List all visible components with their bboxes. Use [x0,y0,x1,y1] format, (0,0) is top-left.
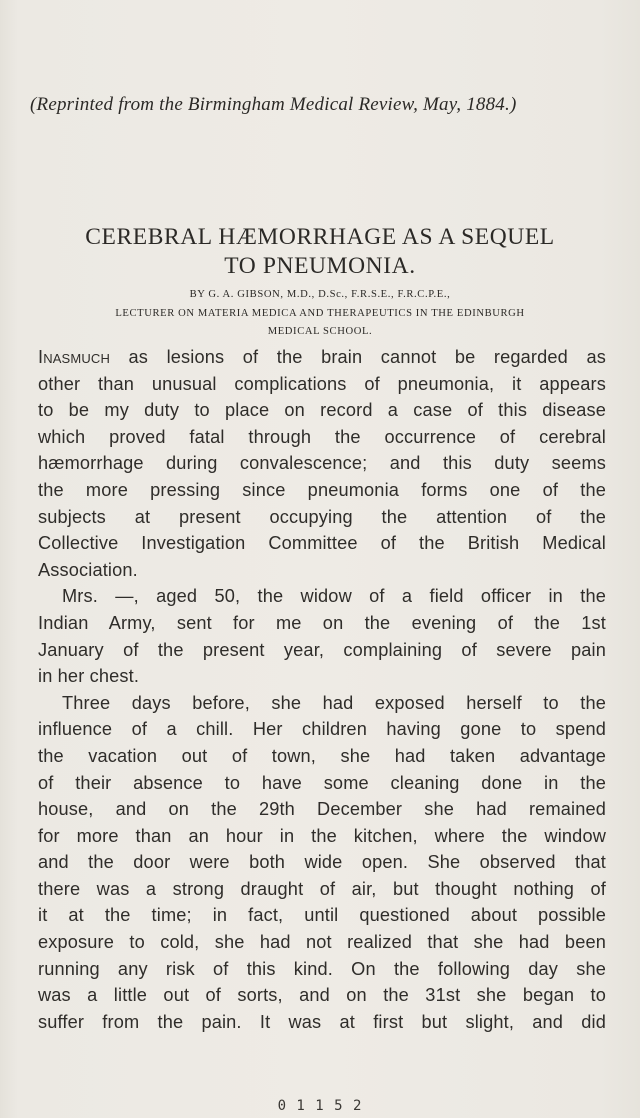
page-folio: 0 1 1 5 2 [277,1098,363,1114]
body-line: Mrs. —, aged 50, the widow of a field officer in the [62,586,606,607]
body-line: exposure to cold, she had not realized that she had been [38,932,606,953]
body-line: house, and on the 29th December she had remained [38,799,606,820]
body-line: other than unusual complications of pneumonia, it appears [38,373,606,394]
body-line: Inasmuch as lesions of the brain cannot be regarded as [38,347,606,367]
body-line: for more than an hour in the kitchen, where the window [38,825,606,846]
body-line: running any risk of this kind. On the following day she [38,958,606,979]
body-line: in her chest. [38,666,140,687]
body-line: and the door were both wide open. She observed that [38,852,606,873]
body-line: the more pressing since pneumonia forms one of the [38,479,606,500]
body-line: January of the present year, complaining of severe pain [38,639,606,660]
body-line: it at the time; in fact, until questioned about possible [38,905,606,926]
article-title-line-2: TO PNEUMONIA. [224,253,416,279]
body-line: the vacation out of town, she had taken advantage [38,745,606,766]
body-line: to be my duty to place on record a case of this disease [38,400,606,421]
body-line: was a little out of sorts, and on the 31st she began to [38,985,606,1006]
reprint-note: (Reprinted from the Birmingham Medical Review, May, 1884.) [30,94,517,115]
byline-author: BY G. A. GIBSON, M.D., D.Sc., F.R.S.E., F.R.C.P.E., [189,289,451,300]
body-line: hæmorrhage during convalescence; and this duty seems [38,453,606,474]
byline-school: MEDICAL SCHOOL. [267,326,373,337]
body-line: Collective Investigation Committee of the British Medical [38,533,606,554]
article-body [38,344,606,1035]
body-line: Association. [38,559,138,580]
body-line: which proved fatal through the occurrence of cerebral [38,426,606,447]
article-title-line-1: CEREBRAL HÆMORRHAGE AS A SEQUEL [85,224,555,250]
body-line: suffer from the pain. It was at first but slight, and did [38,1011,606,1032]
body-line: Indian Army, sent for me on the evening of the 1st [38,612,606,633]
body-line: there was a strong draught of air, but thought nothing of [38,878,606,899]
body-line: Three days before, she had exposed herself to the [62,692,606,713]
byline-position: LECTURER ON MATERIA MEDICA AND THERAPEUTICS IN THE EDINBURGH [115,308,525,319]
body-line: of their absence to have some cleaning done in the [38,772,606,793]
body-line: subjects at present occupying the attention of the [38,506,606,527]
body-line: influence of a chill. Her children having gone to spend [38,719,606,740]
